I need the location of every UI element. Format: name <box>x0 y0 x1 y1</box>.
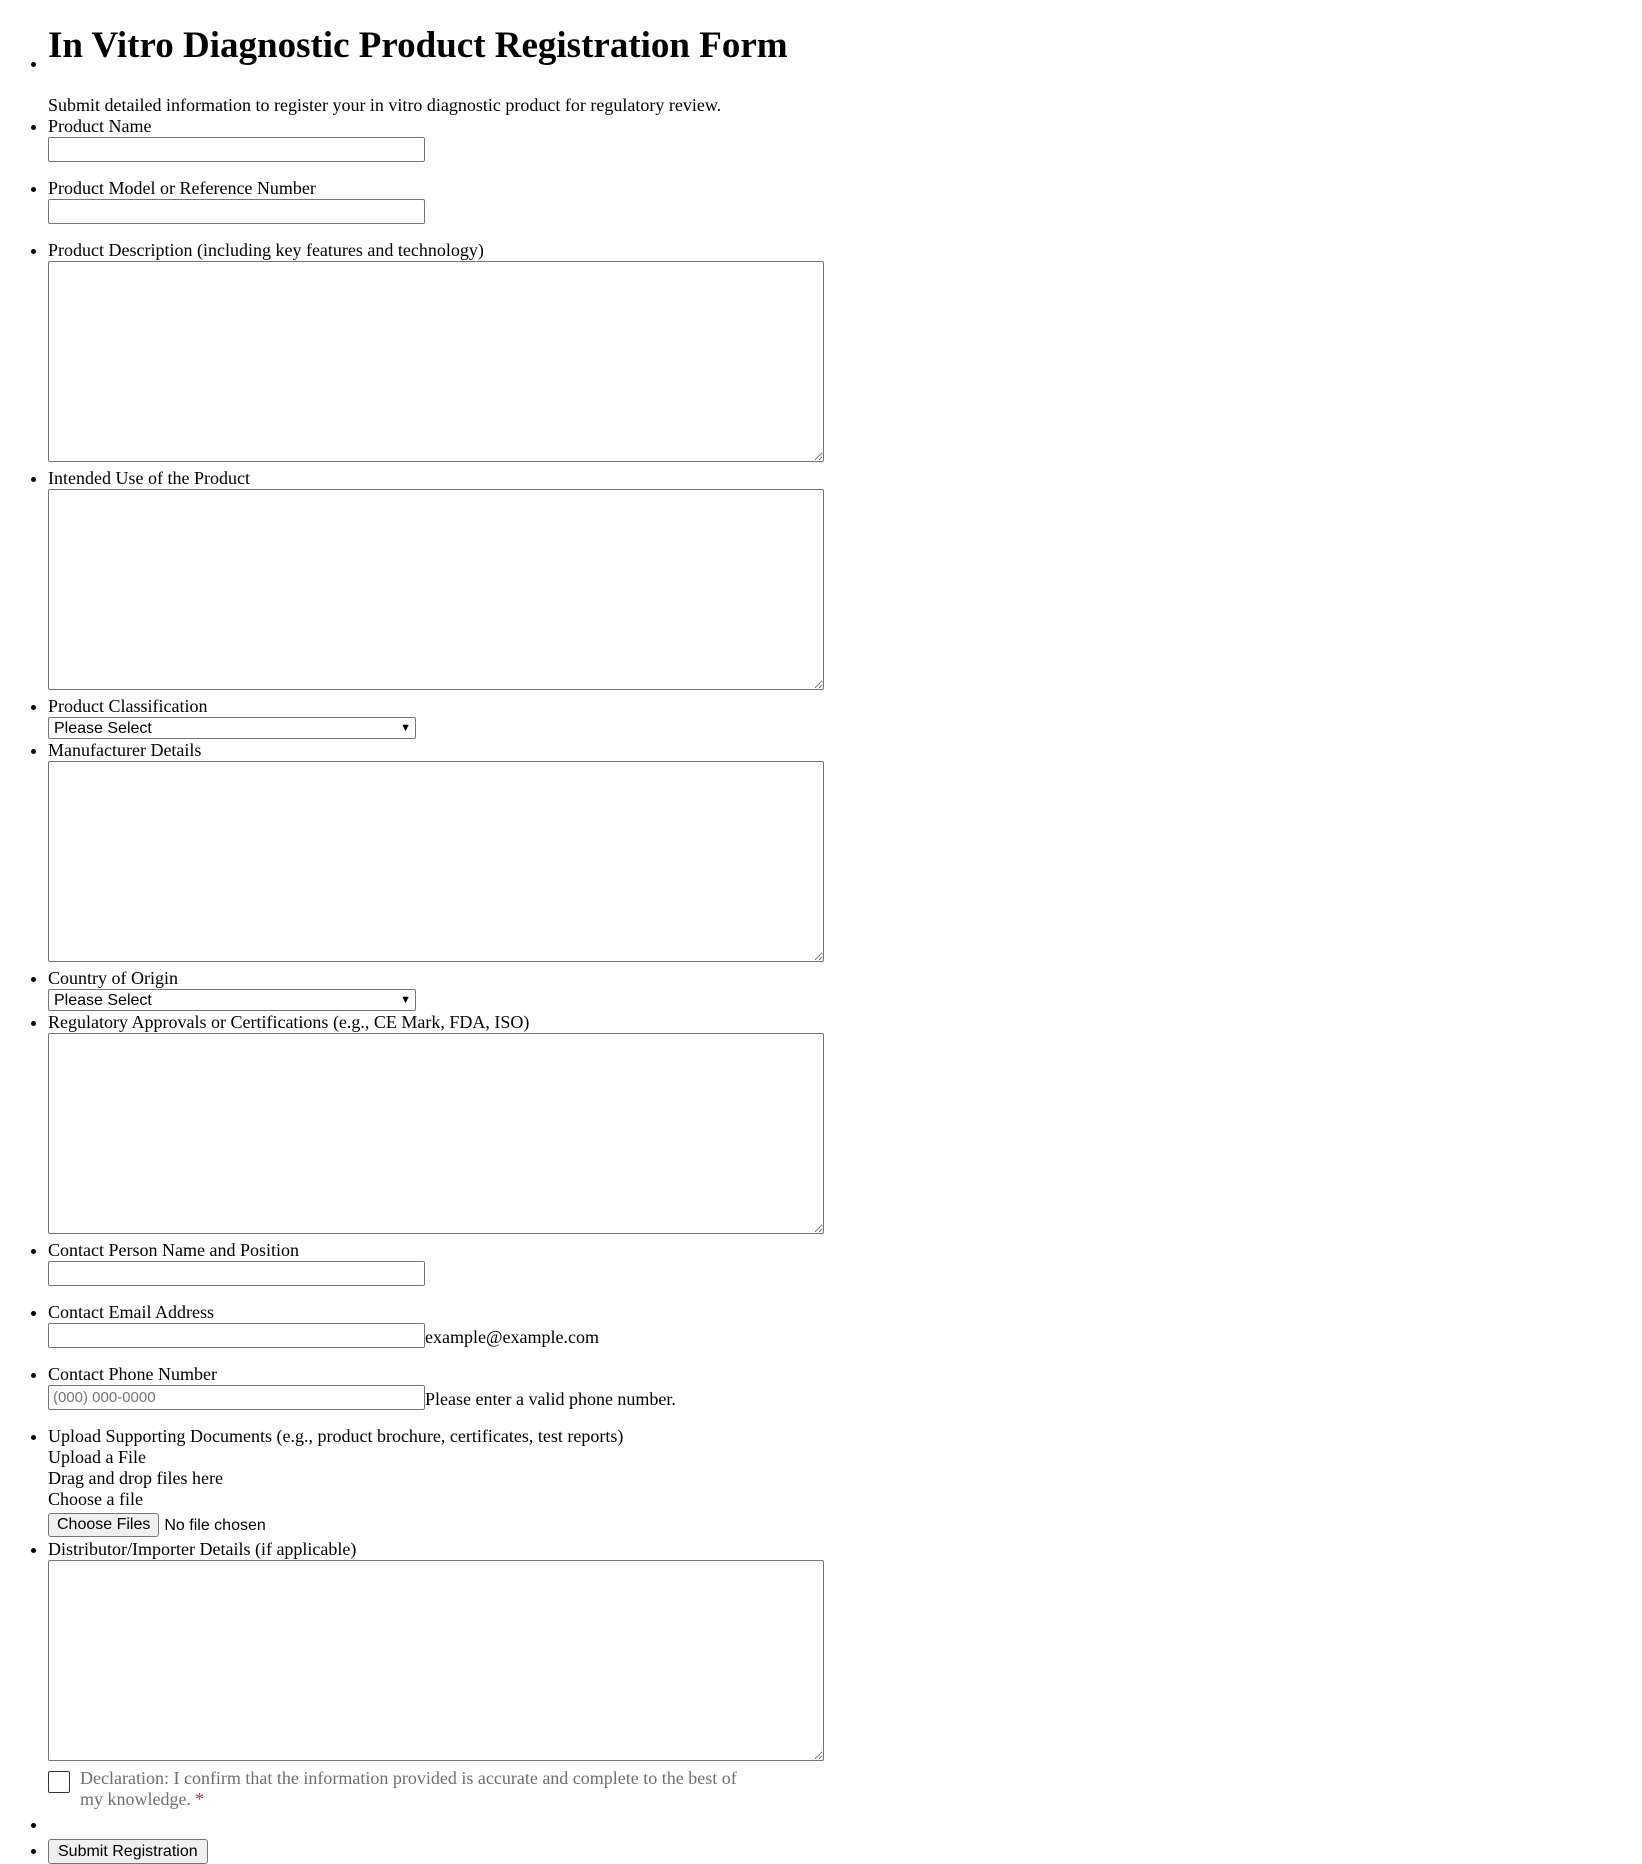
chevron-down-icon: ▼ <box>400 993 411 1006</box>
upload-drag-text: Drag and drop files here <box>48 1468 223 1488</box>
field-email <box>48 1302 1642 1348</box>
classification-label: • Product Classification <box>48 696 208 716</box>
field-classification <box>48 696 1642 739</box>
upload-title: Upload a File <box>48 1447 146 1467</box>
distributor-textarea[interactable] <box>48 1560 824 1761</box>
field-phone <box>48 1364 1642 1410</box>
field-country <box>48 968 1642 1011</box>
chevron-down-icon: ▼ <box>400 721 411 734</box>
file-status: No file chosen <box>164 1516 266 1534</box>
field-contact-person <box>48 1240 1642 1286</box>
declaration-label: Declaration: I confirm that the information provided is accurate and complete to the best of my knowledge. <box>80 1768 737 1809</box>
classification-select[interactable] <box>48 717 416 739</box>
intended-use-label: • Intended Use of the Product <box>48 468 250 488</box>
submit-registration-button[interactable]: Submit Registration <box>48 1839 208 1864</box>
phone-label: • Contact Phone Number <box>48 1364 217 1384</box>
product-description-textarea[interactable] <box>48 261 824 462</box>
intended-use-textarea[interactable] <box>48 489 824 690</box>
required-asterisk: * <box>194 1789 204 1809</box>
country-selected-value: Please Select <box>54 991 152 1009</box>
email-input[interactable] <box>48 1323 425 1348</box>
regulatory-textarea[interactable] <box>48 1033 824 1234</box>
product-model-input[interactable] <box>48 199 425 224</box>
manufacturer-label: • Manufacturer Details <box>48 740 202 760</box>
contact-person-label: • Contact Person Name and Position <box>48 1240 299 1260</box>
field-regulatory <box>48 1012 1642 1234</box>
phone-row <box>48 1385 1642 1410</box>
regulatory-label: • Regulatory Approvals or Certifications (e.g., CE Mark, FDA, ISO) <box>48 1012 530 1032</box>
upload-choose-text: Choose a file <box>48 1489 143 1509</box>
field-product-name <box>48 116 1642 162</box>
empty-list-item <box>48 1814 1642 1839</box>
submit-item <box>48 1839 1642 1864</box>
classification-selected-value: Please Select <box>54 719 152 737</box>
registration-form <box>0 18 1642 1864</box>
file-input <box>48 1512 1642 1538</box>
field-product-model <box>48 178 1642 224</box>
choose-files-button[interactable]: Choose Files <box>48 1513 159 1537</box>
field-manufacturer <box>48 740 1642 962</box>
declaration-row <box>48 1768 748 1810</box>
product-model-label: • Product Model or Reference Number <box>48 178 316 198</box>
form-header <box>48 18 1642 116</box>
field-intended-use <box>48 468 1642 690</box>
field-upload <box>48 1426 1642 1538</box>
country-select[interactable] <box>48 989 416 1011</box>
country-label: • Country of Origin <box>48 968 178 988</box>
declaration-text <box>80 1768 748 1810</box>
field-product-description <box>48 240 1642 462</box>
upload-label: • Upload Supporting Documents (e.g., product brochure, certificates, test reports) <box>48 1426 624 1446</box>
email-row <box>48 1323 1642 1348</box>
product-name-label: • Product Name <box>48 116 152 136</box>
product-description-label: • Product Description (including key features and technology) <box>48 240 484 260</box>
page-subtitle: Submit detailed information to register your in vitro diagnostic product for regulatory review. <box>48 95 722 115</box>
declaration-checkbox[interactable] <box>48 1771 70 1793</box>
email-label: • Contact Email Address <box>48 1302 214 1322</box>
contact-person-input[interactable] <box>48 1261 425 1286</box>
field-distributor <box>48 1539 1642 1761</box>
distributor-label: • Distributor/Importer Details (if applicable) <box>48 1539 357 1559</box>
email-hint: example@example.com <box>425 1327 600 1347</box>
phone-input[interactable] <box>48 1385 425 1410</box>
product-name-input[interactable] <box>48 137 425 162</box>
phone-hint: Please enter a valid phone number. <box>425 1389 676 1409</box>
page-title: In Vitro Diagnostic Product Registration Form <box>48 25 788 66</box>
manufacturer-textarea[interactable] <box>48 761 824 962</box>
